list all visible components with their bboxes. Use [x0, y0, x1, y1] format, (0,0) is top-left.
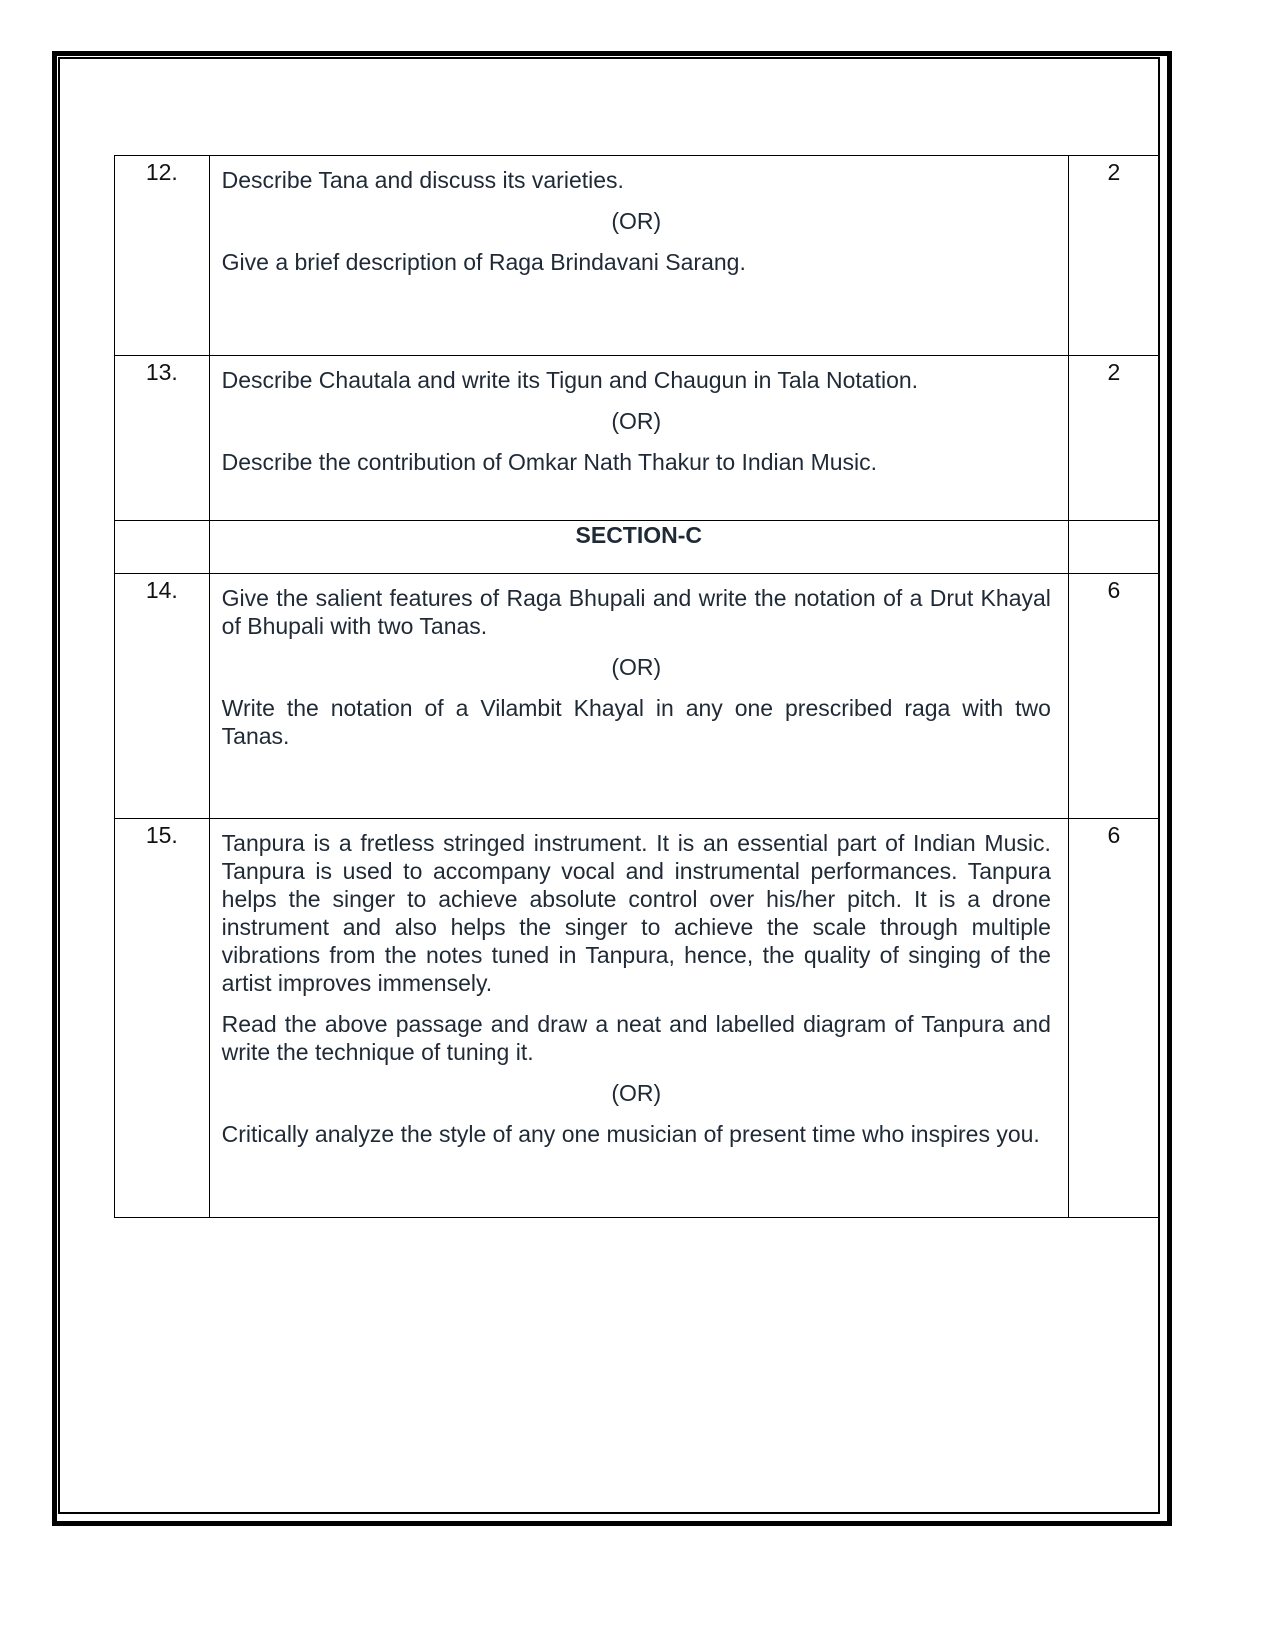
- or-separator: (OR): [611, 654, 662, 680]
- question-marks: 2: [1068, 156, 1159, 356]
- section-title: SECTION-C: [209, 521, 1068, 574]
- or-separator: (OR): [611, 208, 662, 234]
- question-body: [209, 356, 1068, 521]
- question-body: [209, 819, 1068, 1218]
- passage-text: Tanpura is a fretless stringed instrument. It is an essential part of Indian Music. Tanpura is used to accompany vocal and instrumental performances. Tanpura helps the singer to achieve absolute control over his/her pitch. It is a drone instrument and also helps the singer to achieve the scale through multiple vibrations from the notes tuned in Tanpura, hence, the quality of singing of the artist improves immensely.: [221, 830, 1051, 996]
- section-number-cell: [115, 521, 210, 574]
- question-row-14: [115, 574, 1160, 819]
- question-number: 12.: [115, 156, 210, 356]
- question-row-15: [115, 819, 1160, 1218]
- section-marks-cell: [1068, 521, 1159, 574]
- question-table: [114, 155, 1160, 1218]
- question-row-12: [115, 156, 1160, 356]
- question-body: [209, 574, 1068, 819]
- question-text: Describe Tana and discuss its varieties.: [221, 167, 624, 193]
- question-alt-text: Write the notation of a Vilambit Khayal in any one prescribed raga with two Tanas.: [221, 695, 1051, 749]
- section-c-row: [115, 521, 1160, 574]
- question-text: Read the above passage and draw a neat and labelled diagram of Tanpura and write the technique of tuning it.: [221, 1011, 1051, 1065]
- question-text: Describe Chautala and write its Tigun and Chaugun in Tala Notation.: [221, 367, 919, 393]
- question-alt-text: Critically analyze the style of any one musician of present time who inspires you.: [221, 1121, 1040, 1147]
- question-number: 15.: [115, 819, 210, 1218]
- question-marks: 2: [1068, 356, 1159, 521]
- question-text: Give the salient features of Raga Bhupali and write the notation of a Drut Khayal of Bhupali with two Tanas.: [221, 585, 1051, 639]
- question-marks: 6: [1068, 574, 1159, 819]
- question-number: 13.: [115, 356, 210, 521]
- question-marks: 6: [1068, 819, 1159, 1218]
- question-alt-text: Describe the contribution of Omkar Nath Thakur to Indian Music.: [221, 449, 878, 475]
- or-separator: (OR): [611, 1080, 662, 1106]
- question-body: [209, 156, 1068, 356]
- or-separator: (OR): [611, 408, 662, 434]
- question-alt-text: Give a brief description of Raga Brindavani Sarang.: [221, 249, 746, 275]
- question-row-13: [115, 356, 1160, 521]
- question-number: 14.: [115, 574, 210, 819]
